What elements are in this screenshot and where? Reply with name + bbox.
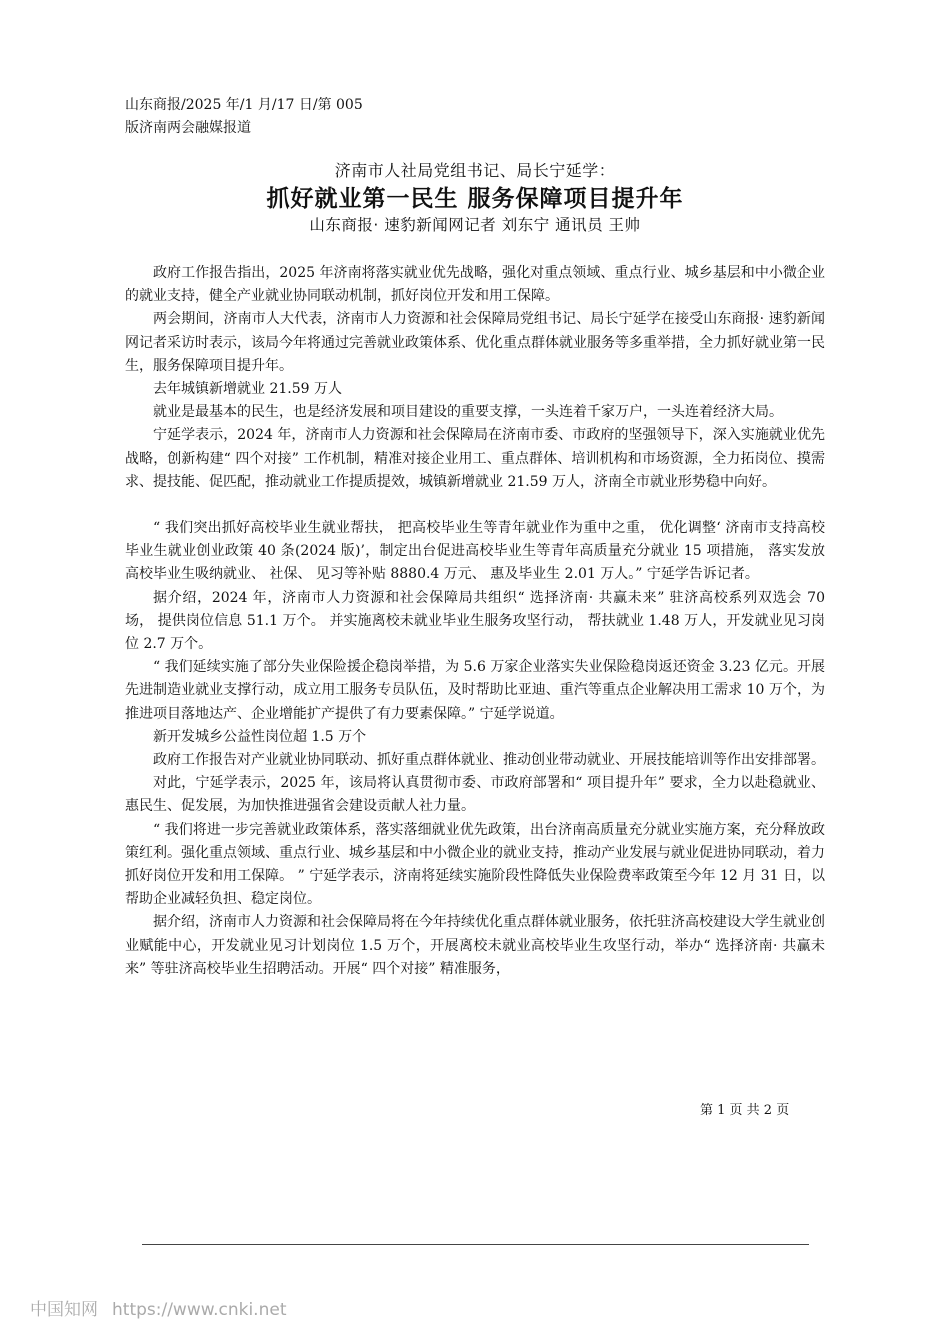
paragraph: “ 我们延续实施了部分失业保险援企稳岗举措，为 5.6 万家企业落实失业保险稳岗返还资金 3.23 亿元。开展先进制造业就业支撑行动，成立用工服务专员队伍，及时帮助比亚迪、重汽等重点企业解决用工需求 10 万个，为推进项目落地达产、企业增能扩产提供了有力要素保障。” 宁延学说道。 [125, 659, 825, 722]
source-line-1: 山东商报/2025 年/1 月/17 日/第 005 [125, 97, 363, 113]
page-number: 第 1 页 共 2 页 [700, 1103, 790, 1118]
paragraph: “ 我们突出抓好高校毕业生就业帮扶， 把高校毕业生等青年就业作为重中之重， 优化调整‘ 济南市支持高校毕业生就业创业政策 40 条(2024 版)’，制定出台促进高校毕业生等青年高质量充分就业 15 项措施， 落实发放高校毕业生吸纳就业、 社保、 见习等补贴 8880.4 万元、 惠及毕业生 2.01 万人。” 宁延学告诉记者。 [125, 520, 825, 583]
watermark-footer [30, 1295, 300, 1320]
source-line-2: 版济南两会融媒报道 [125, 120, 251, 136]
section-subheading: 新开发城乡公益性岗位超 1.5 万个 [153, 728, 367, 745]
article-kicker: 济南市人社局党组书记、局长宁延学： [334, 161, 616, 180]
paragraph: 宁延学表示，2024 年，济南市人力资源和社会保障局在济南市委、市政府的坚强领导下，深入实施就业优先战略，创新构建“ 四个对接” 工作机制，精准对接企业用工、重点群体、培训机构和市场资源，全力拓岗位、摸需求、提技能、促匹配，推动就业工作提质提效，城镇新增就业 21.59 万人，济南全市就业形势稳中向好。 [125, 427, 825, 490]
article-byline: 山东商报· 速豹新闻网记者 刘东宁 通讯员 王帅 [309, 216, 641, 234]
paragraph: 对此，宁延学表示，2025 年，该局将认真贯彻市委、市政府部署和“ 项目提升年” 要求，全力以赴稳就业、惠民生、促发展，为加快推进强省会建设贡献人社力量。 [125, 775, 825, 815]
section-subheading: 去年城镇新增就业 21.59 万人 [153, 381, 342, 398]
source-info [125, 94, 425, 140]
paragraph: 两会期间，济南市人大代表，济南市人力资源和社会保障局党组书记、局长宁延学在接受山东商报· 速豹新闻网记者采访时表示，该局今年将通过完善就业政策体系、优化重点群体就业服务等多重举措，全力抓好就业第一民生，服务保障项目提升年。 [125, 311, 825, 374]
article-header [125, 160, 825, 236]
article-body [125, 262, 825, 981]
watermark-url: https://www.cnki.net [112, 1300, 287, 1320]
paragraph-gap [125, 494, 825, 517]
watermark-brand: 中国知网 [30, 1300, 98, 1320]
paragraph: 政府工作报告指出，2025 年济南将落实就业优先战略，强化对重点领域、重点行业、城乡基层和中小微企业的就业支持，健全产业就业协同联动机制，抓好岗位开发和用工保障。 [125, 265, 825, 305]
paragraph: “ 我们将进一步完善就业政策体系，落实落细就业优先政策，出台济南高质量充分就业实施方案，充分释放政策红利。强化重点领域、重点行业、城乡基层和中小微企业的就业支持，推动产业发展与就业促进协同联动，着力抓好岗位开发和用工保障。 ” 宁延学表示，济南将延续实施阶段性降低失业保险费率政策至今年 12 月 31 日，以帮助企业减轻负担、稳定岗位。 [125, 821, 825, 908]
article-title: 抓好就业第一民生 服务保障项目提升年 [266, 186, 684, 212]
paragraph: 据介绍，2024 年，济南市人力资源和社会保障局共组织“ 选择济南· 共赢未来” 驻济高校系列双选会 70 场， 提供岗位信息 51.1 万个。 并实施离校未就业毕业生服务攻坚行动， 帮扶就业 1.48 万人，开发就业见习岗位 2.7 万个。 [125, 589, 825, 653]
paragraph: 据介绍，济南市人力资源和社会保障局将在今年持续优化重点群体就业服务，依托驻济高校建设大学生就业创业赋能中心，开发就业见习计划岗位 1.5 万个，开展离校未就业高校毕业生攻坚行动，举办“ 选择济南· 共赢未来” 等驻济高校毕业生招聘活动。开展“ 四个对接” 精准服务， [125, 914, 825, 977]
paragraph: 就业是最基本的民生，也是经济发展和项目建设的重要支撑，一头连着千家万户，一头连着经济大局。 [153, 404, 783, 421]
footer-divider [142, 1244, 809, 1245]
paragraph: 政府工作报告对产业就业协同联动、抓好重点群体就业、推动创业带动就业、开展技能培训等作出安排部署。 [153, 752, 825, 769]
